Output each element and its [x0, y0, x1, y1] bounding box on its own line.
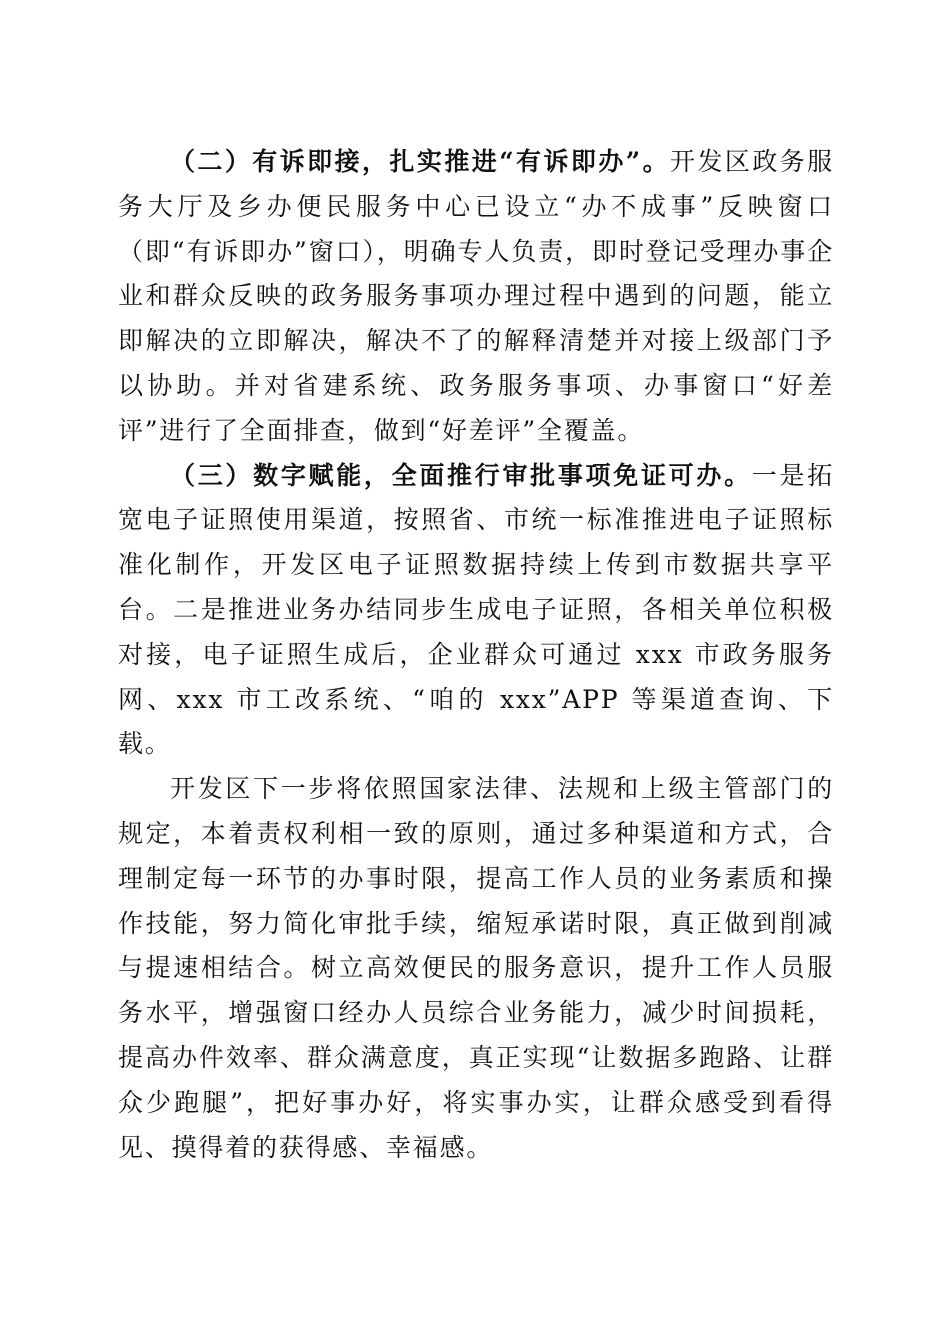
- document-body: [118, 140, 834, 1170]
- section-two-heading: （二）有诉即接，扎实推进“有诉即办”。: [170, 147, 671, 176]
- paragraph-next-steps: [118, 767, 834, 1170]
- next-steps-body: 开发区下一步将依照国家法律、法规和上级主管部门的规定，本着责权利相一致的原则，通过多种渠道和方式，合理制定每一环节的办事时限，提高工作人员的业务素质和操作技能，努力简化审批手续，缩短承诺时限，真正做到削减与提速相结合。树立高效便民的服务意识，提升工作人员服务水平，增强窗口经办人员综合业务能力，减少时间损耗，提高办件效率、群众满意度，真正实现“让数据多跑路、让群众少跑腿”，把好事办好，将实事办实，让群众感受到看得见、摸得着的获得感、幸福感。: [118, 774, 834, 1162]
- section-two-body: 开发区政务服务大厅及乡办便民服务中心已设立“办不成事”反映窗口（即“有诉即办”窗口），明确专人负责，即时登记受理办事企业和群众反映的政务服务事项办理过程中遇到的问题，能立即解决的立即解决，解决不了的解释清楚并对接上级部门予以协助。并对省建系统、政务服务事项、办事窗口“好差评”进行了全面排查，做到“好差评”全覆盖。: [118, 147, 834, 445]
- paragraph-section-two: [118, 140, 834, 454]
- section-three-heading: （三）数字赋能，全面推行审批事项免证可办。: [170, 460, 752, 490]
- section-three-body: 一是拓宽电子证照使用渠道，按照省、市统一标准推进电子证照标准化制作，开发区电子证照数据持续上传到市数据共享平台。二是推进业务办结同步生成电子证照，各相关单位积极对接，电子证照生成后，企业群众可通过 xxx 市政务服务网、xxx 市工改系统、“咱的 xxx”APP 等渠道查询、下载。: [118, 460, 834, 759]
- paragraph-section-three: [118, 454, 834, 768]
